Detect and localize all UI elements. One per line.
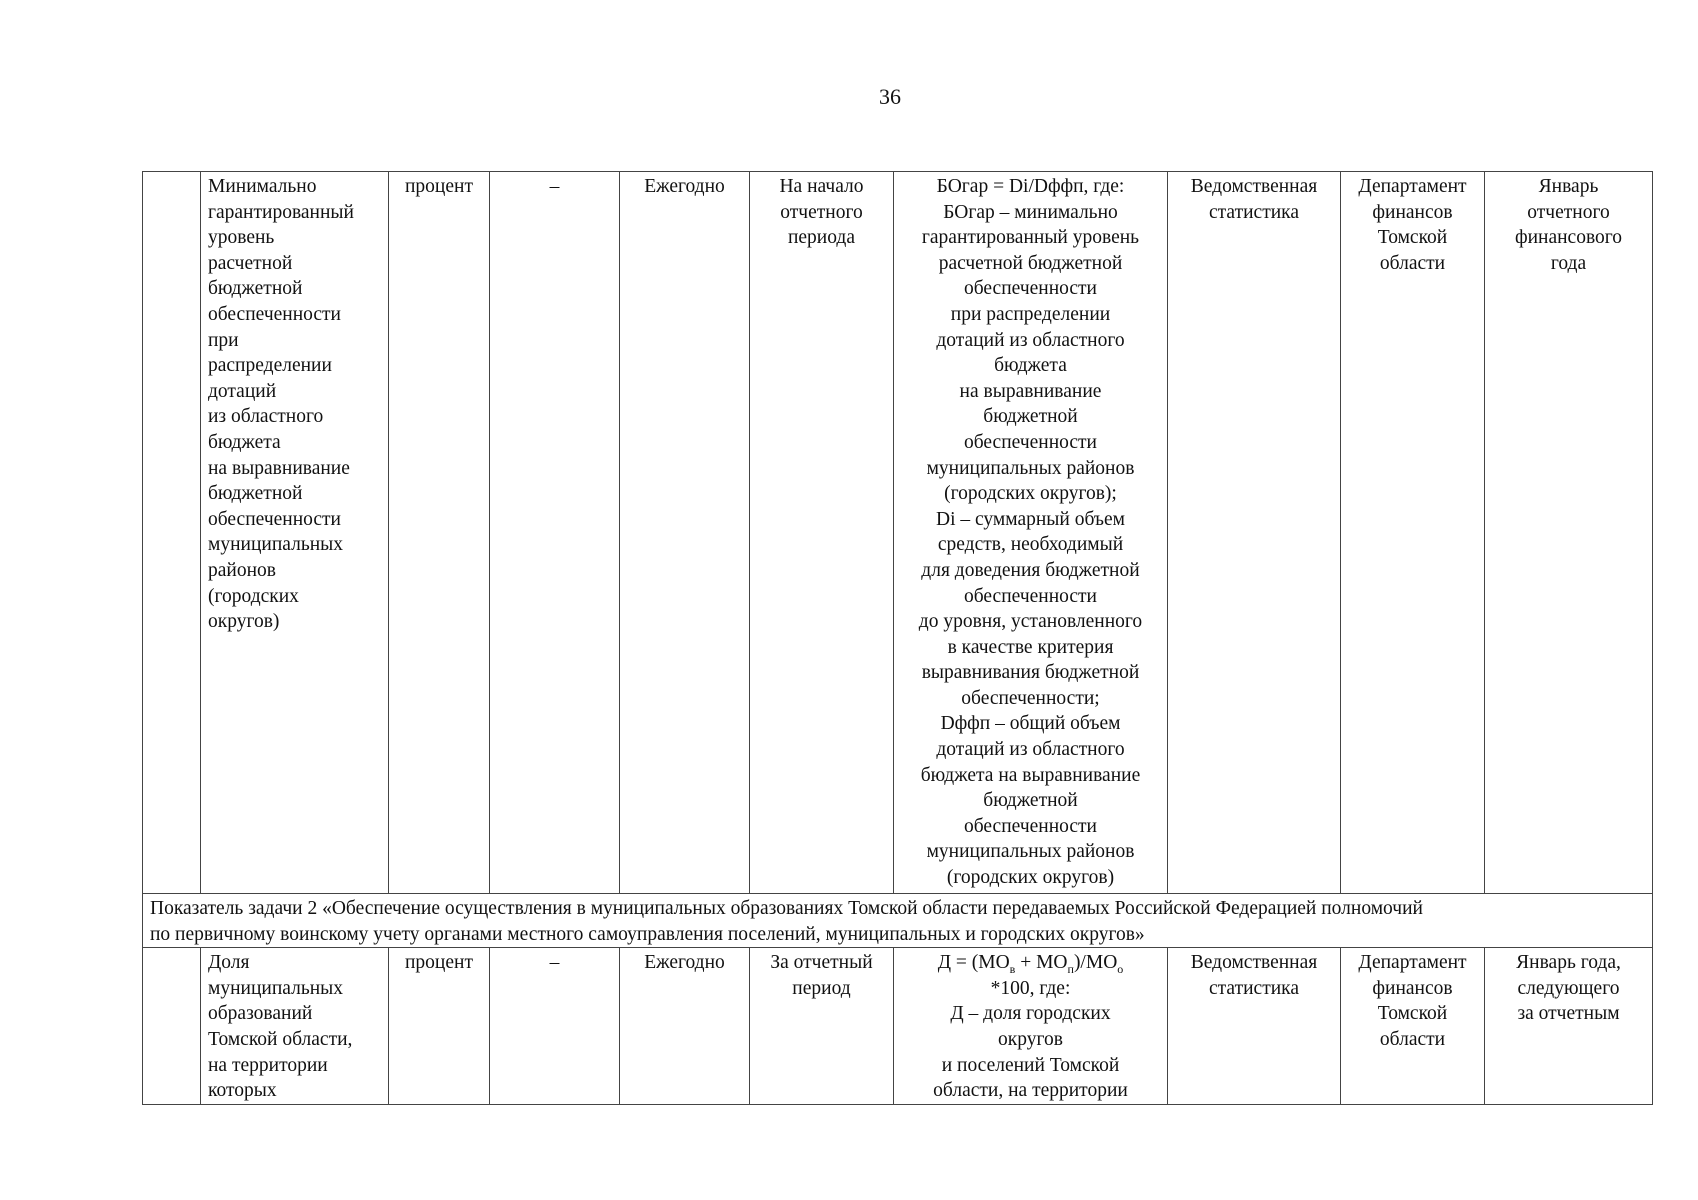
text-line: области (1379, 252, 1446, 274)
text-line: бюджета на выравнивание (920, 764, 1141, 786)
unit-cell: процент (389, 948, 490, 1105)
text-line: отчетного (780, 201, 863, 223)
text-line: Томской (1377, 227, 1448, 249)
text-line: финансов (1372, 977, 1453, 999)
dash-cell: – (490, 948, 620, 1105)
frequency-cell: Ежегодно (620, 172, 750, 894)
row-number-cell (143, 172, 201, 894)
text-line: при распределении (950, 303, 1111, 325)
text-line: Д – доля городских (950, 1003, 1111, 1025)
text-line: и поселений Томской (941, 1054, 1120, 1076)
text-line: обеспеченности (964, 585, 1097, 607)
text-line: в качестве критерия (947, 636, 1114, 658)
text-line: Di – суммарный объем (936, 508, 1125, 530)
text-line: средств, необходимый (937, 534, 1124, 556)
text-line: области, на территории (933, 1080, 1128, 1102)
subscript: п (1067, 962, 1074, 977)
text-line: бюджетной (208, 278, 303, 300)
section-line: по первичному воинскому учету органами местного самоуправления поселений, муниципальных и городских округов» (150, 923, 1145, 945)
text-line: бюджетной (983, 406, 1078, 428)
text-line: (городских округов) (946, 867, 1115, 889)
text-line: Ведомственная (1190, 176, 1318, 197)
text-line: обеспеченности; (961, 687, 1100, 709)
unit-cell: процент (389, 172, 490, 894)
section-heading-cell (143, 894, 1653, 948)
text-line: финансов (1372, 201, 1453, 223)
indicator-name-cell (201, 172, 389, 894)
section-row (143, 894, 1653, 948)
text-line: БОгар = Di/Dффп, где: (936, 176, 1125, 197)
text-line: за отчетным (1517, 1003, 1620, 1025)
text-line: (городских (208, 585, 299, 607)
text-line: Департамент (1358, 176, 1467, 197)
page-number: 36 (879, 84, 901, 109)
text-line: БОгар – минимально (943, 201, 1118, 223)
indicator-name-cell (201, 948, 389, 1105)
text-line: (городских округов); (944, 483, 1117, 505)
text-line: отчетного (1527, 201, 1610, 223)
text-line: Dффп – общий объем (940, 713, 1121, 735)
text-line: выравнивания бюджетной (921, 662, 1140, 684)
text-line: районов (208, 559, 276, 581)
text-line: *100, где: (990, 977, 1071, 999)
dash-cell: – (490, 172, 620, 894)
time-cell (750, 948, 894, 1105)
text-line: обеспеченности (964, 278, 1097, 300)
text-line: которых (208, 1080, 277, 1102)
text-line: бюджетной (983, 790, 1078, 812)
deadline-cell (1485, 172, 1653, 894)
formula-part: )/МО (1073, 952, 1118, 974)
text-line: расчетной (208, 252, 293, 274)
text-line: бюджета (208, 431, 281, 453)
text-line: дотаций (208, 380, 277, 402)
text-line: муниципальных районов (926, 457, 1135, 479)
text-line: Минимально (208, 176, 317, 197)
source-cell (1168, 172, 1341, 894)
formula-cell (894, 948, 1168, 1105)
text-line: статистика (1209, 201, 1299, 223)
subscript: в (1009, 962, 1016, 977)
text-line: обеспеченности (208, 303, 341, 325)
text-line: На начало (779, 176, 864, 197)
text-line: статистика (1209, 977, 1299, 999)
text-line: на территории (208, 1054, 328, 1076)
table-row (143, 948, 1653, 1105)
text-line: муниципальных (208, 977, 344, 999)
text-line: до уровня, установленного (918, 611, 1143, 633)
text-line: гарантированный (208, 201, 354, 223)
time-cell (750, 172, 894, 894)
text-line: муниципальных (208, 534, 344, 556)
text-line: расчетной бюджетной (938, 252, 1123, 274)
formula-cell (894, 172, 1168, 894)
text-line: Доля (208, 952, 250, 974)
text-line: распределении (208, 355, 332, 377)
text-line: обеспеченности (964, 431, 1097, 453)
table-row (143, 172, 1653, 894)
text-line: округов) (208, 611, 280, 633)
text-line: уровень (208, 227, 275, 249)
text-line: на выравнивание (208, 457, 350, 479)
text-line: муниципальных районов (926, 841, 1135, 863)
text-line: Январь года, (1516, 952, 1621, 974)
indicators-table (142, 171, 1653, 1105)
text-line: Томской (1377, 1003, 1448, 1025)
text-line: периода (787, 227, 856, 249)
text-line: Ведомственная (1190, 952, 1318, 974)
text-line: из областного (208, 406, 324, 428)
formula-line (901, 950, 1160, 976)
subscript: о (1117, 962, 1124, 977)
text-line: За отчетный (770, 952, 873, 974)
text-line: образований (208, 1003, 313, 1025)
formula-part: + МО (1015, 952, 1068, 974)
text-line: обеспеченности (964, 815, 1097, 837)
text-line: округов (998, 1028, 1063, 1050)
text-line: Департамент (1358, 952, 1467, 974)
text-line: финансового (1514, 227, 1623, 249)
responsible-cell (1341, 948, 1485, 1105)
text-line: Январь (1538, 176, 1599, 197)
text-line: дотаций из областного (936, 329, 1125, 351)
text-line: период (792, 977, 851, 999)
text-line: Томской области, (208, 1028, 353, 1050)
text-line: при (208, 329, 239, 351)
section-line: Показатель задачи 2 «Обеспечение осуществления в муниципальных образованиях Томской области передаваемых Российской Федерацией полномочий (150, 898, 1423, 919)
text-line: обеспеченности (208, 508, 341, 530)
text-line: области (1379, 1028, 1446, 1050)
formula-part: Д = (МО (937, 952, 1010, 974)
text-line: дотаций из областного (936, 739, 1125, 761)
source-cell (1168, 948, 1341, 1105)
deadline-cell (1485, 948, 1653, 1105)
text-line: года (1550, 252, 1587, 274)
text-line: на выравнивание (959, 380, 1102, 402)
text-line: бюджета (994, 355, 1067, 377)
text-line: гарантированный уровень (921, 227, 1140, 249)
text-line: для доведения бюджетной (921, 559, 1140, 581)
frequency-cell: Ежегодно (620, 948, 750, 1105)
row-number-cell (143, 948, 201, 1105)
text-line: бюджетной (208, 483, 303, 505)
responsible-cell (1341, 172, 1485, 894)
text-line: следующего (1517, 977, 1620, 999)
